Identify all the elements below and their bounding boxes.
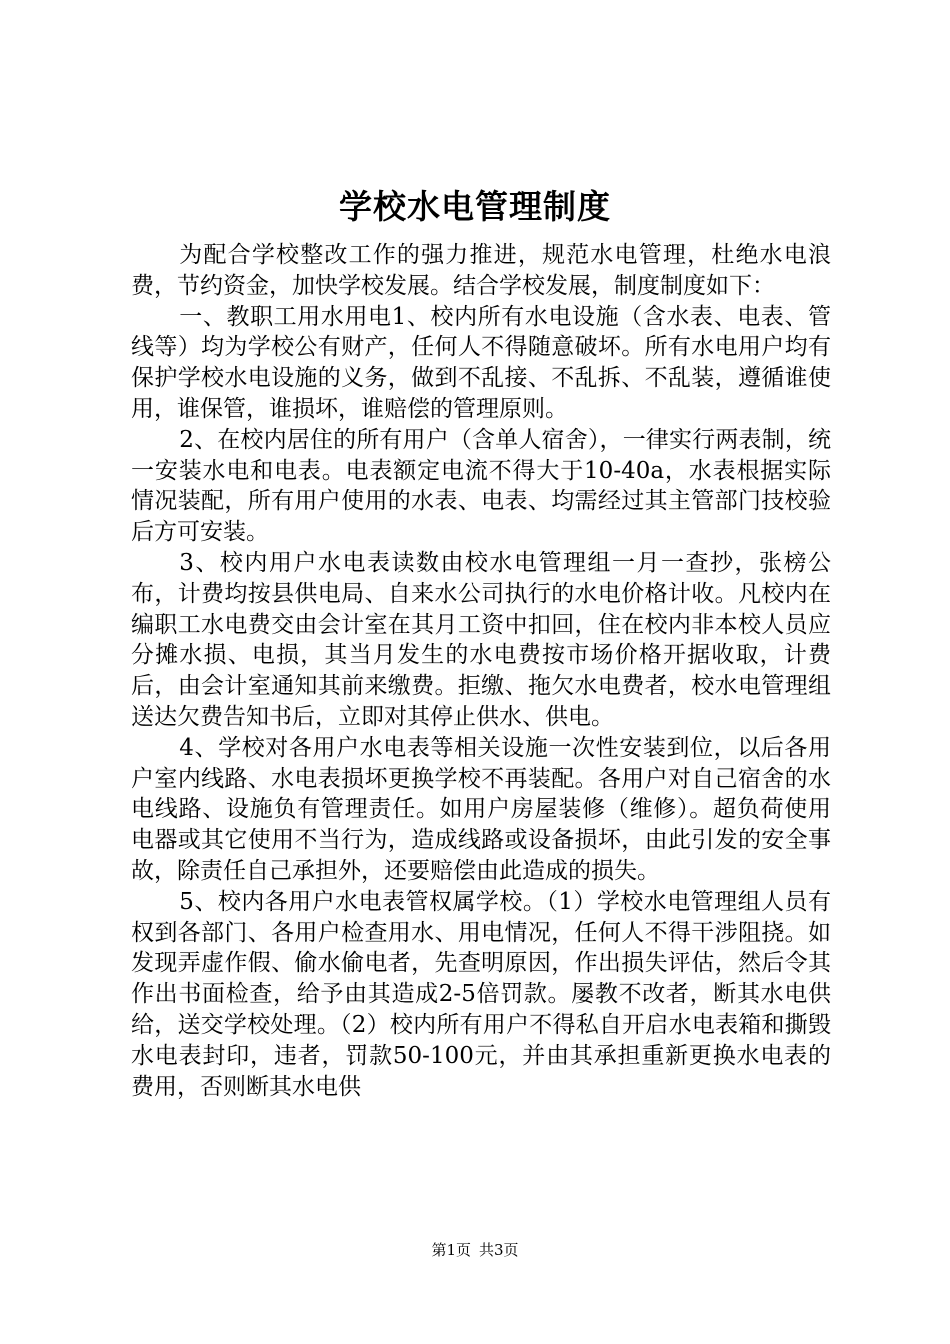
page-number: 第1页 [431,1241,471,1259]
paragraph-item-4: 4、学校对各用户水电表等相关设施一次性安装到位，以后各用户室内线路、水电表损坏更换学校不再装配。各用户对自己宿舍的水电线路、设施负有管理责任。如用户房屋装修（维修）。超负荷使用电器或其它使用不当行为，造成线路或设备损坏，由此引发的安全事故，除责任自己承担外，还要赔偿由此造成的损失。 [131,734,831,884]
document-body [131,240,831,1102]
page-footer [0,1240,950,1260]
paragraph-intro: 为配合学校整改工作的强力推进，规范水电管理，杜绝水电浪费，节约资金，加快学校发展。结合学校发展，制度制度如下： [131,242,831,299]
page-total: 共3页 [479,1241,519,1259]
paragraph-item-5: 5、校内各用户水电表管权属学校。（1）学校水电管理组人员有权到各部门、各用户检查用水、用电情况，任何人不得干涉阻挠。如发现弄虚作假、偷水偷电者，先查明原因，作出损失评估，然后令其作出书面检查，给予由其造成2-5倍罚款。屡教不改者，断其水电供给，送交学校处理。（2）校内所有用户不得私自开启水电表箱和撕毁水电表封印，违者，罚款50-100元，并由其承担重新更换水电表的费用，否则断其水电供 [131,888,831,1100]
document-title: 学校水电管理制度 [339,187,611,226]
paragraph-item-2: 2、在校内居住的所有用户（含单人宿舍），一律实行两表制，统一安装水电和电表。电表额定电流不得大于10-40a，水表根据实际情况装配，所有用户使用的水表、电表、均需经过其主管部门技校验后方可安装。 [131,426,831,546]
paragraph-item-1: 一、教职工用水用电1、校内所有水电设施（含水表、电表、管线等）均为学校公有财产，任何人不得随意破坏。所有水电用户均有保护学校水电设施的义务，做到不乱接、不乱拆、不乱装，遵循谁使用，谁保管，谁损坏，谁赔偿的管理原则。 [131,303,831,422]
paragraph-item-3: 3、校内用户水电表读数由校水电管理组一月一查抄，张榜公布，计费均按县供电局、自来水公司执行的水电价格计收。凡校内在编职工水电费交由会计室在其月工资中扣回，住在校内非本校人员应分摊水损、电损，其当月发生的水电费按市场价格开据收取，计费后，由会计室通知其前来缴费。拒缴、拖欠水电费者，校水电管理组送达欠费告知书后，立即对其停止供水、供电。 [131,549,831,730]
